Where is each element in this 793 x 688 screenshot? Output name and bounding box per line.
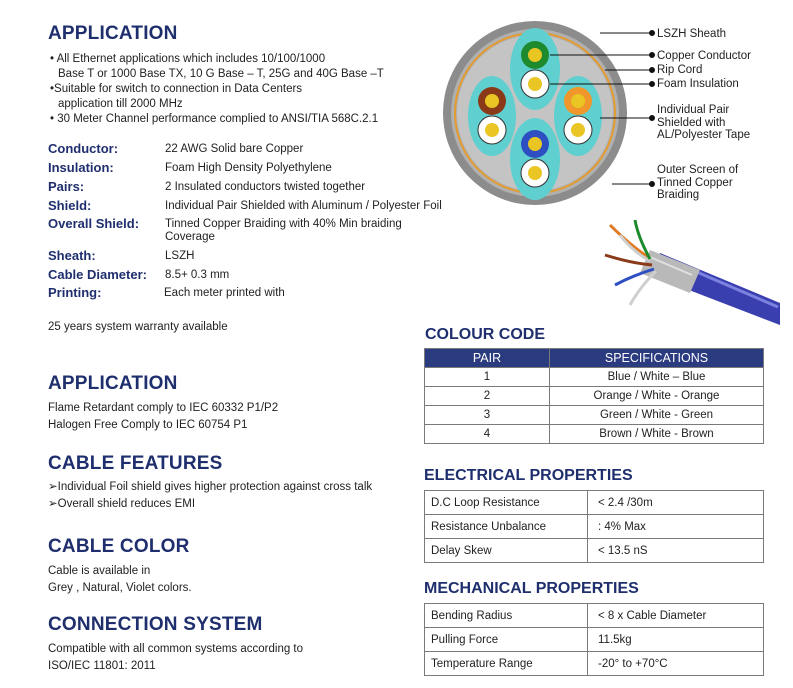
spec-label: Sheath: — [48, 248, 96, 263]
electrical-table — [424, 490, 764, 563]
spec-cell: Orange / White - Orange — [550, 387, 764, 406]
mechanical-table — [424, 603, 764, 676]
spec-value: 22 AWG Solid bare Copper — [165, 143, 304, 155]
spec-label: Cable Diameter: — [48, 267, 147, 282]
cable-color-heading: CABLE COLOR — [48, 536, 190, 557]
value-cell: < 8 x Cable Diameter — [588, 604, 764, 628]
bullet-line: application till 2000 MHz — [58, 98, 183, 110]
spec-label: Printing: — [48, 285, 102, 300]
table-row — [425, 368, 764, 387]
label-rip-cord: Rip Cord — [657, 64, 703, 76]
bullet-line: •Suitable for switch to connection in Data Centers — [50, 83, 303, 95]
spec-value: Foam High Density Polyethylene — [165, 162, 332, 174]
table-row — [425, 387, 764, 406]
spec-value: LSZH — [165, 250, 195, 262]
property-cell: Temperature Range — [425, 652, 588, 676]
spec-label: Conductor: — [48, 141, 119, 156]
spec-cell: Green / White - Green — [550, 406, 764, 425]
text-line: ➢Overall shield reduces EMI — [48, 498, 196, 510]
pair-cell: 3 — [425, 406, 550, 425]
spec-cell: Blue / White – Blue — [550, 368, 764, 387]
table-row — [425, 604, 764, 628]
label-foam-insulation: Foam Insulation — [657, 78, 739, 90]
table-row — [425, 425, 764, 444]
value-cell: 11.5kg — [588, 628, 764, 652]
text-line: Grey , Natural, Violet colors. — [48, 582, 192, 594]
label-pair-shield — [657, 104, 750, 142]
table-row — [425, 652, 764, 676]
features-body — [48, 479, 372, 513]
value-cell: < 2.4 /30m — [588, 491, 764, 515]
label-line: Outer Screen of — [657, 164, 739, 176]
pair-cell: 1 — [425, 368, 550, 387]
colour-code-heading: COLOUR CODE — [425, 326, 545, 343]
cable-color-body — [48, 563, 192, 597]
pair-cell: 4 — [425, 425, 550, 444]
spec-label: Shield: — [48, 198, 92, 213]
spec-label: Pairs: — [48, 179, 85, 194]
spec-value: Individual Pair Shielded with Aluminum / Polyester Foil — [165, 200, 442, 212]
table-row — [425, 491, 764, 515]
spec-value: 2 Insulated conductors twisted together — [165, 181, 366, 193]
spec-value: 8.5+ 0.3 mm — [165, 269, 230, 281]
text-line: ISO/IEC 11801: 2011 — [48, 660, 156, 672]
connection-heading: CONNECTION SYSTEM — [48, 614, 263, 635]
column-header: SPECIFICATIONS — [550, 349, 764, 368]
pair-cell: 2 — [425, 387, 550, 406]
table-header-row — [425, 349, 764, 368]
text-line: ➢Individual Foil shield gives higher protection against cross talk — [48, 481, 373, 493]
label-copper-conductor: Copper Conductor — [657, 50, 751, 62]
mechanical-heading: MECHANICAL PROPERTIES — [424, 580, 639, 597]
text-line: Compatible with all common systems according to — [48, 643, 304, 655]
table-row — [425, 406, 764, 425]
property-cell: D.C Loop Resistance — [425, 491, 588, 515]
property-cell: Delay Skew — [425, 539, 588, 563]
application2-heading: APPLICATION — [48, 373, 178, 394]
value-cell: : 4% Max — [588, 515, 764, 539]
label-sheath: LSZH Sheath — [657, 28, 727, 40]
text-line: Halogen Free Comply to IEC 60754 P1 — [48, 419, 248, 431]
connection-body — [48, 641, 303, 675]
spec-label: Insulation: — [48, 160, 114, 175]
label-line: AL/Polyester Tape — [657, 129, 751, 141]
spec-value-cont: Coverage — [165, 231, 215, 243]
label-line: Tinned Copper — [657, 176, 733, 189]
table-row — [425, 515, 764, 539]
features-heading: CABLE FEATURES — [48, 453, 223, 474]
colour-code-table — [424, 348, 764, 444]
column-header: PAIR — [425, 349, 550, 368]
bullet-line: • 30 Meter Channel performance complied to ANSI/TIA 568C.2.1 — [50, 113, 379, 125]
label-outer-screen — [657, 164, 738, 202]
application-bullets — [50, 52, 384, 127]
label-line: Braiding — [657, 189, 700, 201]
electrical-heading: ELECTRICAL PROPERTIES — [424, 467, 633, 484]
spec-value: Each meter printed with — [164, 287, 285, 299]
cable-photo — [590, 215, 780, 325]
pair-blue — [510, 118, 560, 200]
property-cell: Resistance Unbalance — [425, 515, 588, 539]
label-line: Shielded with — [657, 116, 726, 129]
text-line: Flame Retardant comply to IEC 60332 P1/P2 — [48, 402, 279, 414]
bullet-line: • All Ethernet applications which includes 10/100/1000 — [50, 53, 326, 65]
property-cell: Pulling Force — [425, 628, 588, 652]
value-cell: < 13.5 nS — [588, 539, 764, 563]
spec-value: Tinned Copper Braiding with 40% Min braiding — [165, 218, 402, 230]
application-heading: APPLICATION — [48, 23, 178, 44]
property-cell: Bending Radius — [425, 604, 588, 628]
value-cell: -20° to +70°C — [588, 652, 764, 676]
label-line: Individual Pair — [657, 104, 730, 116]
bullet-line: Base T or 1000 Base TX, 10 G Base – T, 25G and 40G Base –T — [58, 68, 384, 80]
spec-label: Overall Shield: — [48, 216, 140, 231]
pair-green — [510, 28, 560, 110]
spec-cell: Brown / White - Brown — [550, 425, 764, 444]
text-line: Cable is available in — [48, 565, 151, 577]
table-row — [425, 539, 764, 563]
table-row — [425, 628, 764, 652]
application2-body — [48, 400, 278, 434]
pair-orange — [554, 76, 602, 156]
warranty-text: 25 years system warranty available — [48, 321, 228, 333]
pair-brown — [468, 76, 516, 156]
